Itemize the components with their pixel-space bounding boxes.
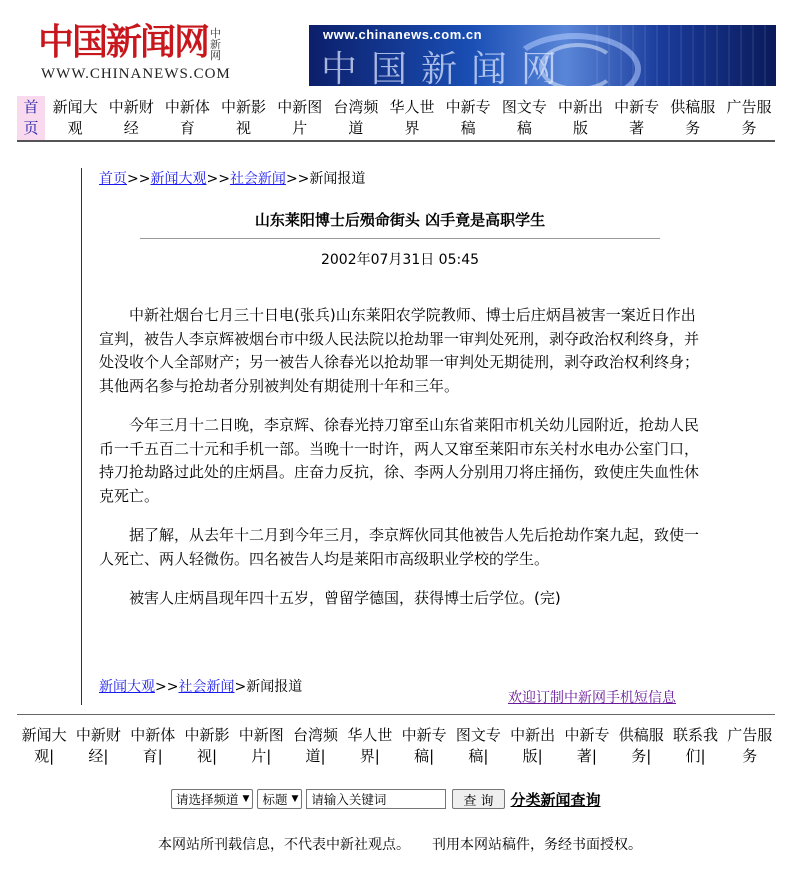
nav-photo-articles[interactable]: 图文专稿 (501, 98, 547, 137)
nav-special-articles[interactable]: 中新专稿 (445, 98, 491, 137)
footer-nav-photos[interactable]: 中新图片| (238, 726, 284, 765)
banner-chinese-text: 中国新闻网 (321, 49, 572, 86)
article-paragraph: 今年三月十二日晚，李京辉、徐春光持刀窜至山东省莱阳市机关幼儿园附近，抢劫人民币一千五百二十元和手机一部。当晚十一时许，两人又窜至莱阳市东关村水电办公室门口，持刀抢劫路过此处的庄炳昌。庄奋力反抗，徐、李两人分别用刀将庄捅伤，致使庄失血性休克死亡。 (99, 416, 700, 505)
search-button[interactable]: 查 询 (452, 789, 504, 809)
footer-nav (17, 725, 777, 769)
logo-side-text: 中新网 (210, 27, 221, 62)
footer-nav-contact[interactable]: 联系我们| (673, 726, 719, 765)
nav-home[interactable]: 首页 (17, 96, 45, 140)
banner-grid-decoration (596, 25, 776, 86)
banner-url-text: www.chinanews.com.cn (323, 27, 483, 42)
footer-nav-news-overview[interactable]: 新闻大观| (21, 726, 67, 765)
article-paragraph: 被害人庄炳昌现年四十五岁，曾留学德国，获得博士后学位。(完) (129, 589, 561, 607)
nav-advertising[interactable]: 广告服务 (726, 98, 772, 137)
breadcrumb-separator: >> (206, 171, 230, 187)
nav-syndication[interactable]: 供稿服务 (670, 98, 716, 137)
disclaimer-left: 本网站所刊载信息，不代表中新社观点。 (158, 837, 410, 853)
article-date: 2002年07月31日 05:45 (320, 252, 480, 268)
disclaimer-right: 刊用本网站稿件，务经书面授权。 (432, 837, 642, 853)
news-search-form (171, 788, 601, 810)
site-logo[interactable] (38, 21, 231, 84)
bottom-breadcrumb-news-link[interactable]: 新闻大观 (99, 679, 155, 695)
breadcrumb-separator: >> (155, 679, 179, 695)
chevron-down-icon: ▼ (291, 794, 299, 804)
channel-select[interactable] (171, 789, 253, 809)
breadcrumb-separator: >> (285, 171, 310, 187)
footer-nav-publishing[interactable]: 中新出版| (510, 726, 556, 765)
article-paragraph: 中新社烟台七月三十日电(张兵)山东莱阳农学院教师、博士后庄炳昌被害一案近日作出宣判，被告人李京辉被烟台市中级人民法院以抢劫罪一审判处死刑，剥夺政治权利终身，并处没收个人全部财产；另一被告人徐春光以抢劫罪一审判处无期徒刑，剥夺政治权利终身；其他两名参与抢劫者分别被判处有期徒刑十年和三年。 (99, 306, 700, 395)
sms-subscribe-link[interactable]: 欢迎订制中新网手机短信息 (508, 690, 676, 706)
field-select-value: 标题 (262, 792, 288, 807)
footer-nav-finance[interactable]: 中新财经| (75, 726, 121, 765)
breadcrumb (99, 169, 365, 189)
footer-nav-sports[interactable]: 中新体育| (130, 726, 176, 765)
keyword-input[interactable]: 请输入关键词 (306, 789, 446, 809)
footer-nav-monographs[interactable]: 中新专著| (564, 726, 610, 765)
nav-divider (17, 140, 775, 142)
nav-publishing[interactable]: 中新出版 (557, 98, 603, 137)
breadcrumb-home-link[interactable]: 首页 (99, 171, 127, 187)
chevron-down-icon: ▼ (242, 794, 250, 804)
field-select[interactable] (257, 789, 302, 809)
footer-divider (17, 714, 775, 715)
footer-disclaimer (0, 834, 800, 854)
footer-nav-special-articles[interactable]: 中新专稿| (401, 726, 447, 765)
article-left-border (81, 168, 82, 705)
footer-nav-advertising[interactable]: 广告服务 (727, 726, 773, 765)
breadcrumb-news-link[interactable]: 新闻大观 (150, 171, 207, 187)
bottom-breadcrumb (99, 677, 302, 697)
nav-taiwan[interactable]: 台湾频道 (333, 98, 379, 137)
logo-english-text: WWW.CHINANEWS.COM (41, 66, 231, 82)
footer-nav-photo-articles[interactable]: 图文专稿| (455, 726, 501, 765)
title-divider (140, 238, 660, 239)
breadcrumb-separator: >> (127, 171, 151, 187)
footer-nav-syndication[interactable]: 供稿服务| (618, 726, 664, 765)
bottom-breadcrumb-social-link[interactable]: 社会新闻 (178, 679, 235, 695)
bottom-breadcrumb-current: >新闻报道 (234, 679, 303, 695)
nav-monographs[interactable]: 中新专著 (614, 98, 660, 137)
breadcrumb-current: 新闻报道 (309, 171, 366, 187)
nav-overseas-chinese[interactable]: 华人世界 (389, 98, 435, 137)
nav-news-overview[interactable]: 新闻大观 (52, 98, 98, 137)
nav-sports[interactable]: 中新体育 (164, 98, 210, 137)
nav-photos[interactable]: 中新图片 (277, 98, 323, 137)
footer-nav-overseas-chinese[interactable]: 华人世界| (347, 726, 393, 765)
category-search-link[interactable]: 分类新闻查询 (510, 790, 601, 809)
article-body (99, 304, 699, 627)
nav-finance[interactable]: 中新财经 (108, 98, 154, 137)
footer-nav-taiwan[interactable]: 台湾频道| (293, 726, 339, 765)
breadcrumb-social-link[interactable]: 社会新闻 (229, 171, 286, 187)
nav-entertainment[interactable]: 中新影视 (221, 98, 267, 137)
header-banner[interactable] (309, 25, 776, 86)
footer-nav-entertainment[interactable]: 中新影视| (184, 726, 230, 765)
article-title: 山东莱阳博士后殒命街头 凶手竟是高职学生 (254, 211, 546, 229)
top-nav (17, 96, 775, 140)
article-paragraph: 据了解，从去年十二月到今年三月，李京辉伙同其他被告人先后抢劫作案九起，致使一人死亡、两人轻微伤。四名被告人均是莱阳市高级职业学校的学生。 (99, 526, 700, 568)
channel-select-value: 请选择频道 (176, 792, 239, 807)
logo-chinese-text: 中国新闻网 (38, 21, 209, 63)
